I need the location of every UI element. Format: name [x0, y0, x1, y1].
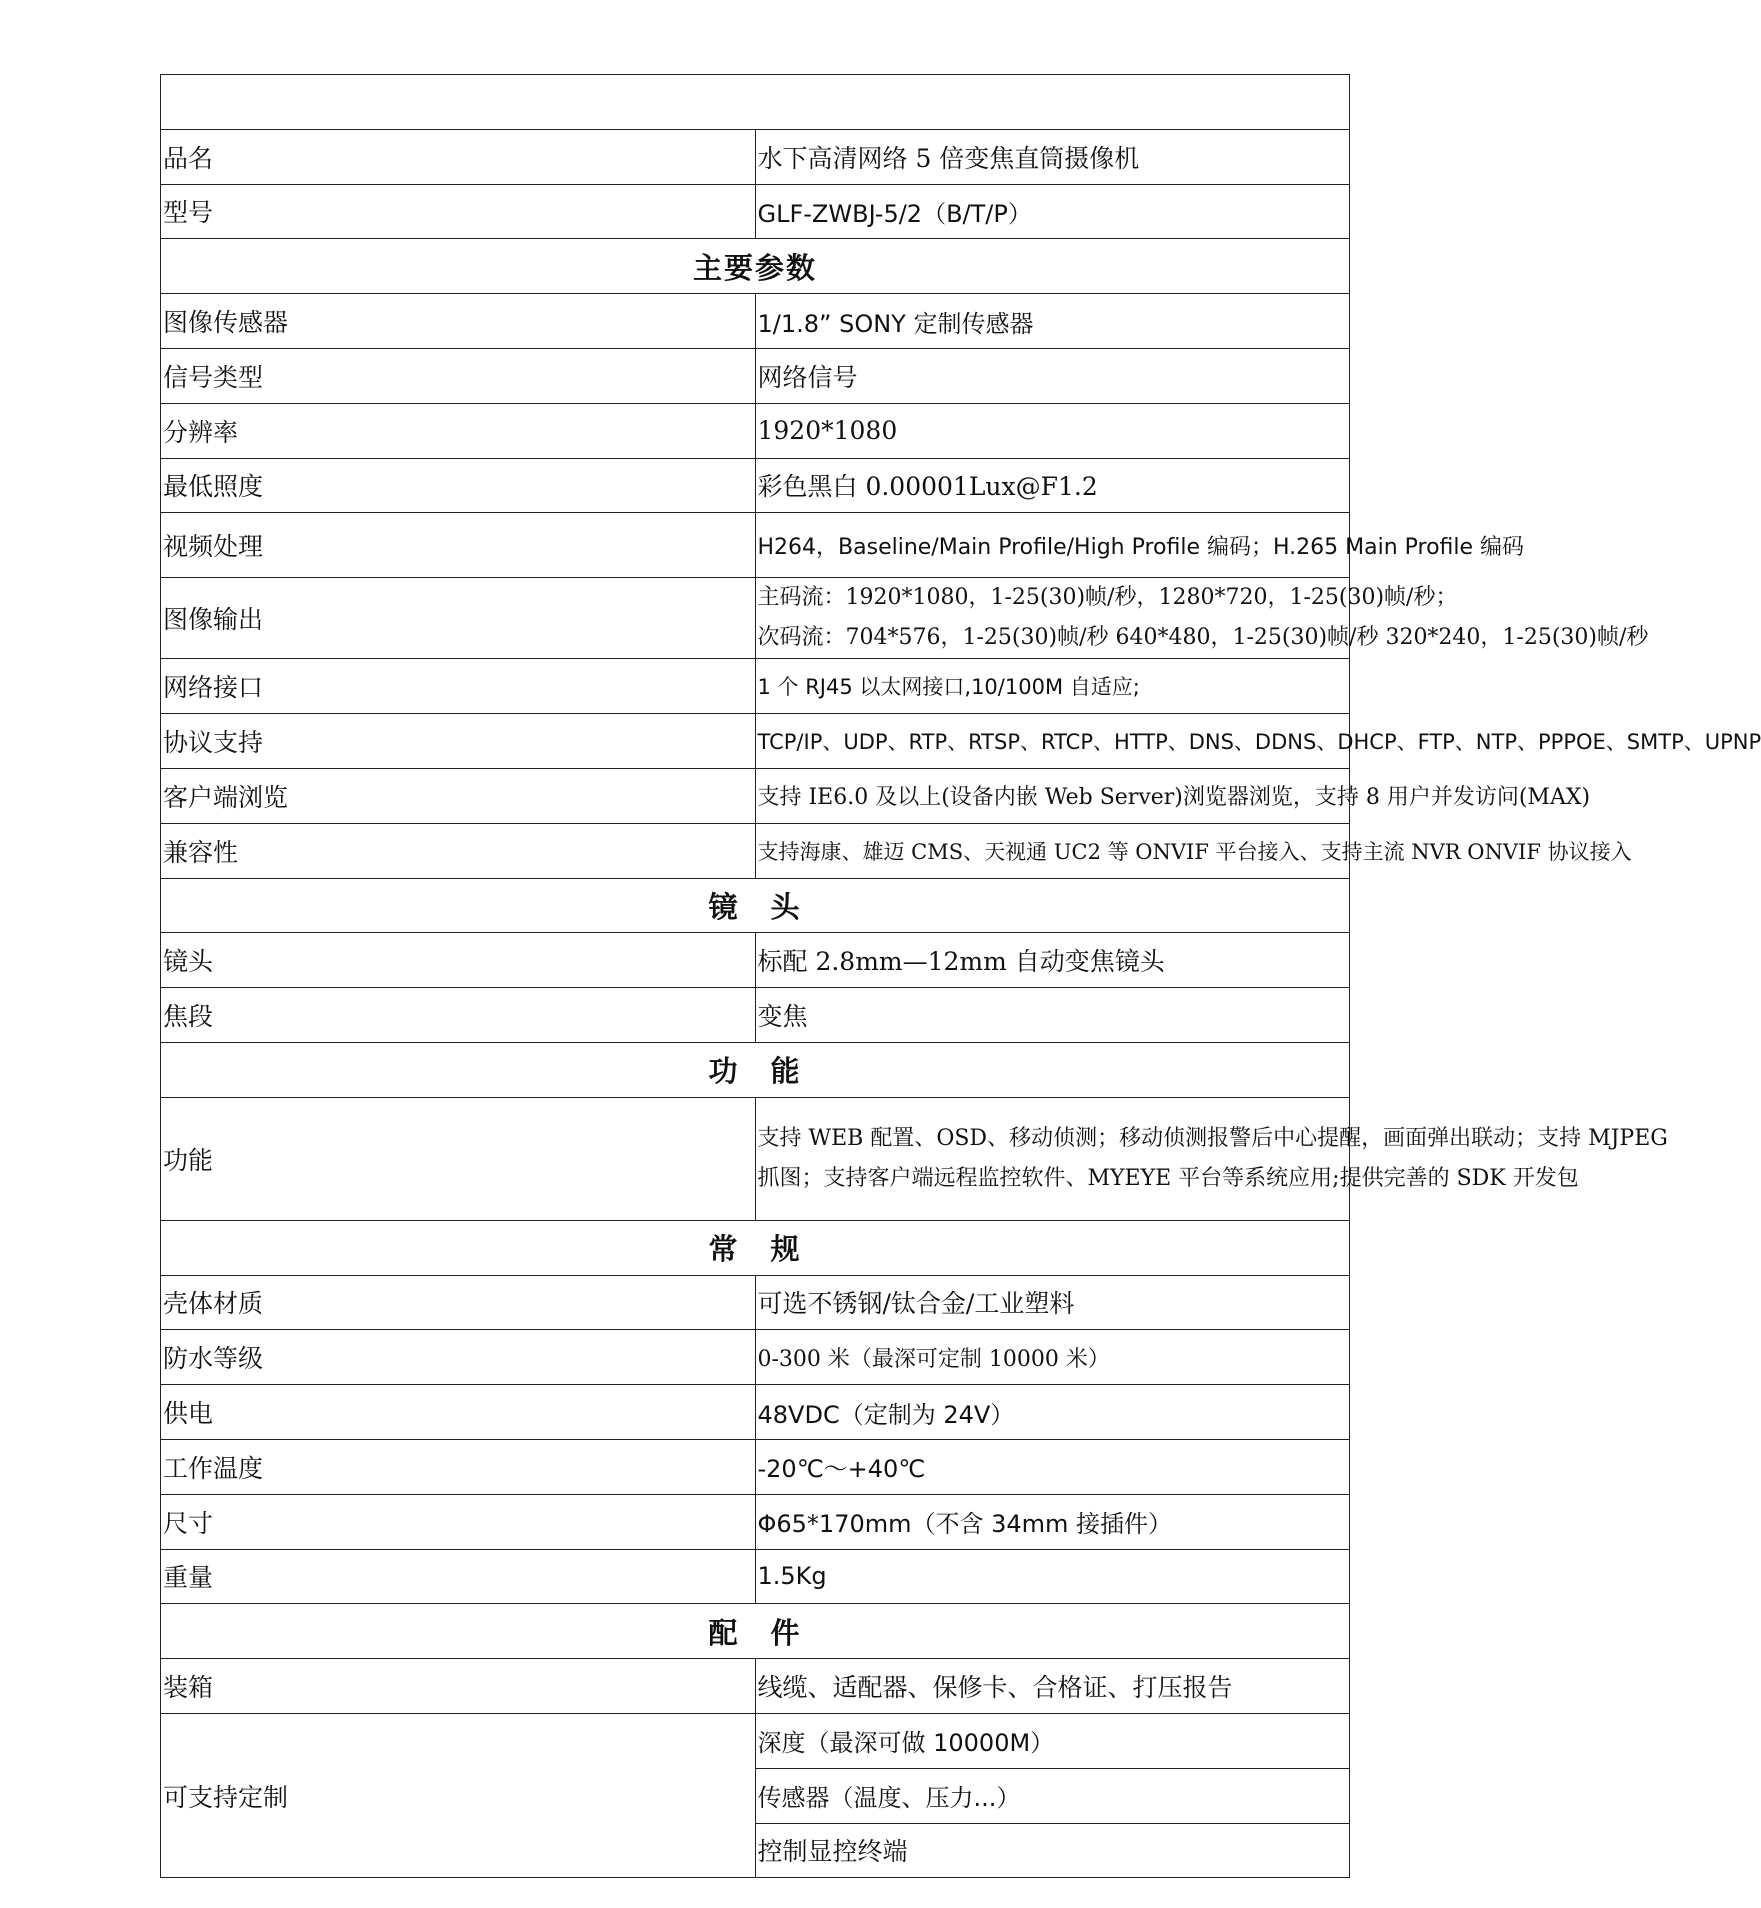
table-row [161, 823, 1350, 878]
row-value: 变焦 [755, 988, 1350, 1043]
table-row [161, 714, 1350, 769]
row-label: 型号 [161, 184, 756, 239]
section-title-lens: 镜 头 [161, 878, 1350, 933]
row-label: 功能 [161, 1097, 756, 1220]
table-row [161, 513, 1350, 578]
row-label: 视频处理 [161, 513, 756, 578]
table-header-row [161, 75, 1350, 130]
row-value: 1 个 RJ45 以太网接口,10/100M 自适应; [755, 659, 1350, 714]
row-label: 供电 [161, 1385, 756, 1440]
row-label: 最低照度 [161, 458, 756, 513]
table-row [161, 768, 1350, 823]
section-row [161, 1220, 1350, 1275]
row-label: 可支持定制 [161, 1713, 756, 1877]
table-row [161, 933, 1350, 988]
section-row [161, 1604, 1350, 1659]
row-value: Φ65*170mm（不含 34mm 接插件） [755, 1494, 1350, 1549]
section-title-main: 主要参数 [161, 239, 1350, 294]
row-label: 尺寸 [161, 1494, 756, 1549]
section-row [161, 1042, 1350, 1097]
row-value: 线缆、适配器、保修卡、合格证、打压报告 [755, 1659, 1350, 1714]
table-row [161, 1385, 1350, 1440]
table-row [161, 1549, 1350, 1604]
row-label: 图像传感器 [161, 294, 756, 349]
row-value: 1.5Kg [755, 1549, 1350, 1604]
table-row [161, 1439, 1350, 1494]
table-row [161, 403, 1350, 458]
table-row [161, 129, 1350, 184]
row-label: 兼容性 [161, 823, 756, 878]
table-row [161, 1275, 1350, 1330]
row-value: 网络信号 [755, 348, 1350, 403]
table-row [161, 294, 1350, 349]
output-sub-stream: 次码流：704*576，1-25(30)帧/秒 640*480，1-25(30)帧/秒 320*240，1-25(30)帧/秒 [757, 625, 1649, 651]
table-row [161, 1659, 1350, 1714]
row-value: H264，Baseline/Main Profile/High Profile 编码；H.265 Main Profile 编码 [755, 513, 1350, 578]
row-label: 协议支持 [161, 714, 756, 769]
row-value: 1/1.8” SONY 定制传感器 [755, 294, 1350, 349]
row-value: 48VDC（定制为 24V） [755, 1385, 1350, 1440]
row-label: 重量 [161, 1549, 756, 1604]
section-title-function: 功 能 [161, 1042, 1350, 1097]
table-row [161, 578, 1350, 659]
row-label: 图像输出 [161, 578, 756, 659]
table-row [161, 348, 1350, 403]
row-value: 支持 IE6.0 及以上(设备内嵌 Web Server)浏览器浏览，支持 8 用户并发访问(MAX) [755, 768, 1350, 823]
row-value: 0-300 米（最深可定制 10000 米） [755, 1330, 1350, 1385]
section-row [161, 878, 1350, 933]
row-label: 焦段 [161, 988, 756, 1043]
row-value: -20℃～+40℃ [755, 1439, 1350, 1494]
function-line-1: 支持 WEB 配置、OSD、移动侦测；移动侦测报警后中心提醒，画面弹出联动；支持 MJPEG [757, 1125, 1668, 1151]
custom-item: 控制显控终端 [755, 1823, 1350, 1878]
custom-item: 传感器（温度、压力...） [755, 1768, 1350, 1823]
row-label: 品名 [161, 129, 756, 184]
table-row [161, 1330, 1350, 1385]
row-value: 1920*1080 [755, 403, 1350, 458]
row-label: 信号类型 [161, 348, 756, 403]
row-label: 装箱 [161, 1659, 756, 1714]
section-title-accessories: 配 件 [161, 1604, 1350, 1659]
row-label: 镜头 [161, 933, 756, 988]
row-label: 分辨率 [161, 403, 756, 458]
row-label: 网络接口 [161, 659, 756, 714]
row-label: 壳体材质 [161, 1275, 756, 1330]
row-value-multiline [755, 1097, 1668, 1220]
row-value: 标配 2.8mm—12mm 自动变焦镜头 [755, 933, 1350, 988]
section-title-general: 常 规 [161, 1220, 1350, 1275]
output-main-stream: 主码流：1920*1080，1-25(30)帧/秒，1280*720，1-25(30)帧/秒； [757, 585, 1458, 611]
spec-table [160, 74, 1761, 1878]
table-row [161, 458, 1350, 513]
row-label: 防水等级 [161, 1330, 756, 1385]
custom-item: 深度（最深可做 10000M） [755, 1713, 1350, 1768]
row-label: 客户端浏览 [161, 768, 756, 823]
empty-header-cell [161, 75, 1350, 130]
function-line-2: 抓图；支持客户端远程监控软件、MYEYE 平台等系统应用;提供完善的 SDK 开发包 [757, 1165, 1579, 1191]
table-row [161, 184, 1350, 239]
row-label: 工作温度 [161, 1439, 756, 1494]
table-row [161, 1494, 1350, 1549]
table-row [161, 988, 1350, 1043]
row-value: GLF-ZWBJ-5/2（B/T/P） [755, 184, 1350, 239]
row-value: 水下高清网络 5 倍变焦直筒摄像机 [755, 129, 1350, 184]
section-row [161, 239, 1350, 294]
row-value: TCP/IP、UDP、RTP、RTSP、RTCP、HTTP、DNS、DDNS、DHCP、FTP、NTP、PPPOE、SMTP、UPNP [755, 714, 1350, 769]
row-value: 可选不锈钢/钛合金/工业塑料 [755, 1275, 1350, 1330]
table-row [161, 659, 1350, 714]
row-value: 支持海康、雄迈 CMS、天视通 UC2 等 ONVIF 平台接入、支持主流 NVR ONVIF 协议接入 [755, 823, 1350, 878]
row-value-multiline [755, 578, 1649, 659]
row-value: 彩色黑白 0.00001Lux@F1.2 [755, 458, 1350, 513]
table-row [161, 1097, 1350, 1220]
table-row [161, 1713, 1350, 1768]
